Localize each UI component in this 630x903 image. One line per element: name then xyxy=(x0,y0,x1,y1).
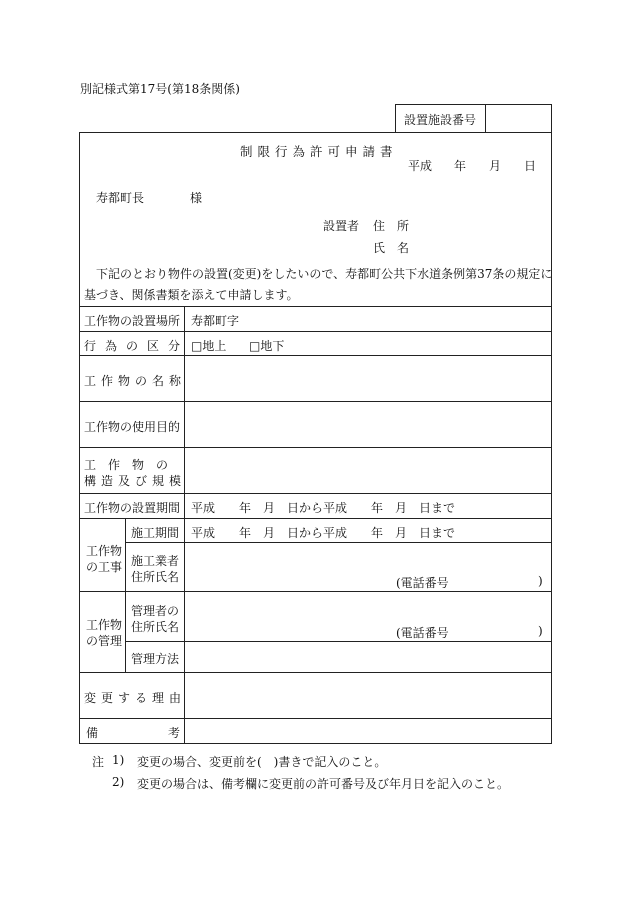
remarks-label-left: 備 xyxy=(86,726,99,740)
addressee-honorific: 様 xyxy=(190,191,203,205)
structure-name-label: 工作物の名称 xyxy=(84,374,187,388)
applicant-name-label: 氏 名 xyxy=(373,241,410,255)
construction-group-label-line1: 工作物 xyxy=(86,544,123,558)
construction-group-label-line2: の工事 xyxy=(86,560,123,574)
applicant-address-label: 住 所 xyxy=(373,219,410,233)
date-month-unit: 月 xyxy=(489,159,502,173)
notes-prefix: 注 xyxy=(92,755,105,769)
note-1-text: 変更の場合、変更前を( )書きで記入のこと。 xyxy=(137,755,387,769)
category-option-underground[interactable]: □地下 xyxy=(249,339,285,353)
note-2-number: 2) xyxy=(112,775,125,789)
change-reason-label: 変更する理由 xyxy=(84,691,187,705)
remarks-label-right: 考 xyxy=(168,726,181,740)
construction-period-label: 施工期間 xyxy=(131,526,180,540)
addressee-name: 寿都町長 xyxy=(96,191,145,205)
installation-period-field[interactable]: 平成 年 月 日から平成 年 月 日まで xyxy=(191,501,456,515)
contractor-label-line1: 施工業者 xyxy=(131,554,180,568)
applicant-role: 設置者 xyxy=(323,219,360,233)
category-label: 行為の区分 xyxy=(84,339,190,353)
facility-number-label: 設置施設番号 xyxy=(404,113,477,127)
manager-phone-close: ) xyxy=(538,624,543,638)
contractor-phone-label: (電話番号 xyxy=(396,576,449,590)
location-label: 工作物の設置場所 xyxy=(84,314,181,328)
category-option-ground[interactable]: □地上 xyxy=(191,339,227,353)
statement-line-1: 下記のとおり物件の設置(変更)をしたいので、寿都町公共下水道条例第37条の規定に xyxy=(96,267,553,281)
location-field[interactable]: 寿都町字 xyxy=(191,314,240,328)
manager-phone-label: (電話番号 xyxy=(396,626,449,640)
construction-period-field[interactable]: 平成 年 月 日から平成 年 月 日まで xyxy=(191,526,456,540)
structure-scale-label-line2: 構造及び規模 xyxy=(84,474,187,488)
contractor-label-line2: 住所氏名 xyxy=(131,570,180,584)
structure-scale-label-line1: 工 作 物 の xyxy=(84,458,169,472)
date-era: 平成 xyxy=(408,159,433,173)
note-1-number: 1) xyxy=(112,753,125,767)
form-caption: 別記様式第17号(第18条関係) xyxy=(80,82,240,96)
management-group-label-line1: 工作物 xyxy=(86,618,123,632)
date-day-unit: 日 xyxy=(524,159,537,173)
date-year-unit: 年 xyxy=(454,159,467,173)
management-method-label: 管理方法 xyxy=(131,652,180,666)
statement-line-2: 基づき、関係書類を添えて申請します。 xyxy=(84,288,299,302)
installation-period-label: 工作物の設置期間 xyxy=(84,501,181,515)
purpose-label: 工作物の使用目的 xyxy=(84,420,181,434)
contractor-phone-close: ) xyxy=(538,574,543,588)
management-group-label-line2: の管理 xyxy=(86,634,123,648)
manager-label-line2: 住所氏名 xyxy=(131,620,180,634)
form-title: 制限行為許可申請書 xyxy=(240,144,398,159)
manager-label-line1: 管理者の xyxy=(131,604,180,618)
note-2-text: 変更の場合は、備考欄に変更前の許可番号及び年月日を記入のこと。 xyxy=(137,777,510,791)
